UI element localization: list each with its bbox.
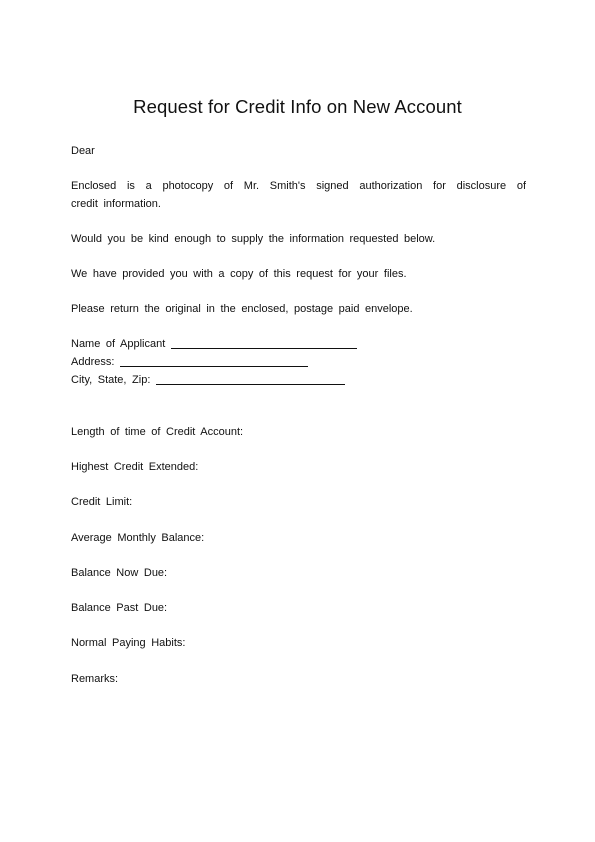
credit-field-length-of-time: Length of time of Credit Account: xyxy=(71,426,244,438)
address-row xyxy=(71,353,308,371)
credit-field-average-balance: Average Monthly Balance: xyxy=(71,532,205,544)
city-state-zip-blank[interactable] xyxy=(156,374,345,385)
document-title: Request for Credit Info on New Account xyxy=(133,96,462,117)
city-state-zip-label: City, State, Zip: xyxy=(71,374,151,386)
credit-field-paying-habits: Normal Paying Habits: xyxy=(71,637,186,649)
credit-field-balance-past-due: Balance Past Due: xyxy=(71,602,168,614)
credit-field-credit-limit: Credit Limit: xyxy=(71,496,133,508)
paragraph-return: Please return the original in the enclosed, postage paid envelope. xyxy=(71,303,413,315)
salutation: Dear xyxy=(71,145,95,157)
applicant-name-row xyxy=(71,335,357,353)
paragraph-request: Would you be kind enough to supply the information requested below. xyxy=(71,233,436,245)
address-label: Address: xyxy=(71,356,115,368)
applicant-name-blank[interactable] xyxy=(171,338,357,349)
paragraph-authorization-line-2: credit information. xyxy=(71,198,161,210)
paragraph-copy: We have provided you with a copy of this request for your files. xyxy=(71,268,407,280)
city-state-zip-row xyxy=(71,371,345,389)
address-blank[interactable] xyxy=(120,356,308,367)
paragraph-authorization xyxy=(71,177,526,213)
paragraph-authorization-line-1: Enclosed is a photocopy of Mr. Smith's signed authorization for disclosure of xyxy=(71,180,526,192)
applicant-name-label: Name of Applicant xyxy=(71,338,166,350)
credit-field-remarks: Remarks: xyxy=(71,673,119,685)
credit-field-highest-credit: Highest Credit Extended: xyxy=(71,461,199,473)
credit-field-balance-now-due: Balance Now Due: xyxy=(71,567,168,579)
